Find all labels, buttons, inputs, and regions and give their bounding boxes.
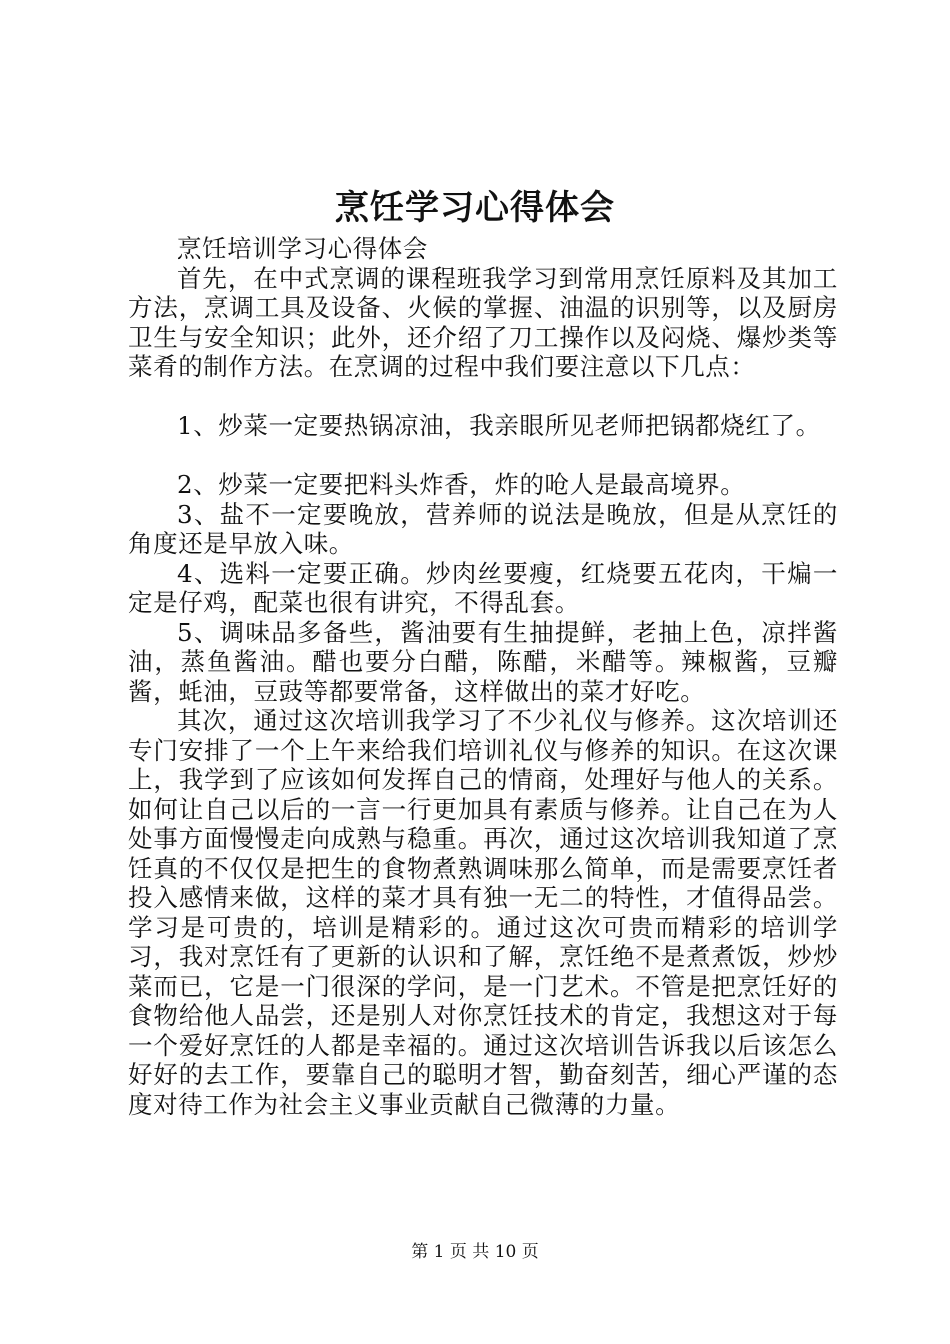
paragraph-spacer bbox=[128, 382, 838, 412]
intro-paragraph: 首先，在中式烹调的课程班我学习到常用烹饪原料及其加工方法，烹调工具及设备、火候的掌握、油温的识别等，以及厨房卫生与安全知识；此外，还介绍了刀工操作以及闷烧、爆炒类等菜肴的制作方法。在烹调的过程中我们要注意以下几点： bbox=[128, 263, 838, 381]
document-title: 烹饪学习心得体会 bbox=[335, 188, 615, 228]
point-2-paragraph: 2、炒菜一定要把料头炸香，炸的呛人是最高境界。 bbox=[177, 470, 746, 499]
document-body bbox=[128, 234, 838, 1119]
point-3-paragraph: 3、盐不一定要晚放，营养师的说法是晚放，但是从烹饪的角度还是早放入味。 bbox=[128, 499, 838, 558]
point-1-paragraph: 1、炒菜一定要热锅凉油，我亲眼所见老师把锅都烧红了。 bbox=[177, 411, 821, 440]
point-4-paragraph: 4、选料一定要正确。炒肉丝要瘦，红烧要五花肉，干煸一定是仔鸡，配菜也很有讲究，不得乱套。 bbox=[128, 558, 838, 617]
conclusion-paragraph: 其次，通过这次培训我学习了不少礼仪与修养。这次培训还专门安排了一个上午来给我们培训礼仪与修养的知识。在这次课上，我学到了应该如何发挥自己的情商，处理好与他人的关系。如何让自己以后的一言一行更加具有素质与修养。让自己在为人处事方面慢慢走向成熟与稳重。再次，通过这次培训我知道了烹饪真的不仅仅是把生的食物煮熟调味那么简单，而是需要烹饪者投入感情来做，这样的菜才具有独一无二的特性，才值得品尝。学习是可贵的，培训是精彩的。通过这次可贵而精彩的培训学习，我对烹饪有了更新的认识和了解，烹饪绝不是煮煮饭，炒炒菜而已，它是一门很深的学问，是一门艺术。不管是把烹饪好的食物给他人品尝，还是别人对你烹饪技术的肯定，我想这对于每一个爱好烹饪的人都是幸福的。通过这次培训告诉我以后该怎么好好的去工作，要靠自己的聪明才智，勤奋刻苦，细心严谨的态度对待工作为社会主义事业贡献自己微薄的力量。 bbox=[128, 706, 838, 1119]
page-number-footer: 第 1 页 共 10 页 bbox=[411, 1242, 539, 1262]
paragraph-spacer bbox=[128, 441, 838, 471]
point-5-paragraph: 5、调味品多备些，酱油要有生抽提鲜，老抽上色，凉拌酱油，蒸鱼酱油。醋也要分白醋，陈醋，米醋等。辣椒酱，豆瓣酱，蚝油，豆豉等都要常备，这样做出的菜才好吃。 bbox=[128, 617, 838, 706]
subtitle-paragraph: 烹饪培训学习心得体会 bbox=[177, 234, 428, 263]
